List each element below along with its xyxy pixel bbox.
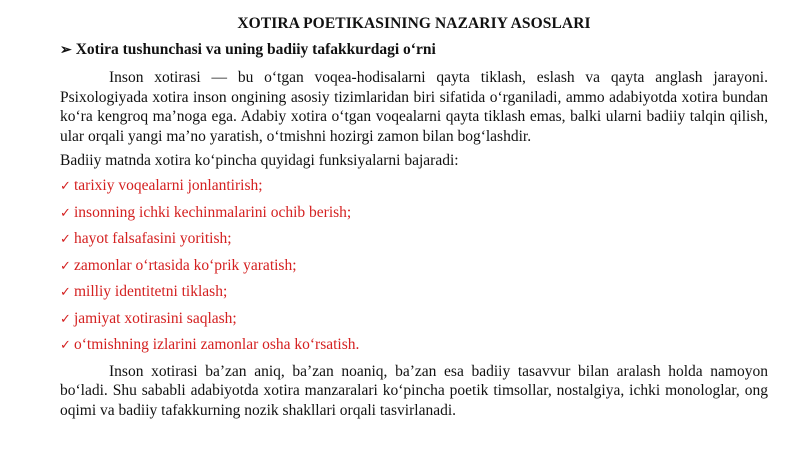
- arrow-right-icon: ➢: [60, 43, 72, 58]
- list-intro: Badiiy matnda xotira ko‘pincha quyidagi funksiyalarni bajaradi:: [60, 152, 459, 169]
- list-item-text: jamiyat xotirasini saqlash;: [74, 309, 237, 327]
- list-item: [60, 203, 768, 230]
- list-item: [60, 256, 768, 283]
- list-item-text: tarixiy voqealarni jonlantirish;: [74, 177, 263, 194]
- section-heading: [60, 40, 768, 61]
- checkmark-icon: ✓: [60, 285, 71, 300]
- list-item: [60, 176, 768, 203]
- list-item: [60, 335, 768, 362]
- checkmark-icon: ✓: [60, 205, 71, 221]
- closing-paragraph: Inson xotirasi ba’zan aniq, ba’zan noaniq, ba’zan esa badiiy tasavvur bilan aralash holda namoyon bo‘ladi. Shu sababli adabiyotda xotira manzaralari ko‘pincha poetik timsollar, nostalgiya, ichki monologlar, ong oqimi va badiiy tafakkurning nozik shakllari orqali tasvirlanadi.: [60, 362, 768, 419]
- list-item: [60, 309, 768, 336]
- list-item-text: milliy identitetni tiklash;: [74, 283, 228, 300]
- checkmark-icon: ✓: [60, 232, 71, 247]
- list-item: [60, 229, 768, 256]
- intro-paragraph: Inson xotirasi — bu o‘tgan voqea-hodisalarni qayta tiklash, eslash va qayta anglash jarayoni. Psixologiyada xotira inson ongining asosiy tizimlaridan biri sifatida o‘rganiladi, ammo adabiyotda xotira bundan ko‘ra kengroq ma’noga ega. Adabiy xotira o‘tgan voqealarni qayta tiklash emas, balki ularni badiiy talqin qilish, ular orqali yangi ma’no yaratish, o‘tmishni hozirgi zamon bilan bog‘lashdir.: [60, 69, 768, 145]
- list-item-text: o‘tmishning izlarini zamonlar osha ko‘rsatish.: [74, 336, 360, 353]
- checkmark-icon: ✓: [60, 179, 71, 194]
- function-list: [60, 176, 768, 362]
- list-item: [60, 282, 768, 309]
- page-title: XOTIRA POETIKASINING NAZARIY ASOSLARI: [237, 15, 591, 32]
- section-heading-text: Xotira tushunchasi va uning badiiy tafakkurdagi o‘rni: [75, 41, 436, 58]
- list-item-text: insonning ichki kechinmalarini ochib berish;: [74, 203, 352, 221]
- checkmark-icon: ✓: [60, 311, 71, 327]
- checkmark-icon: ✓: [60, 338, 71, 353]
- list-item-text: zamonlar o‘rtasida ko‘prik yaratish;: [74, 256, 297, 274]
- list-item-text: hayot falsafasini yoritish;: [74, 230, 232, 247]
- checkmark-icon: ✓: [60, 258, 71, 274]
